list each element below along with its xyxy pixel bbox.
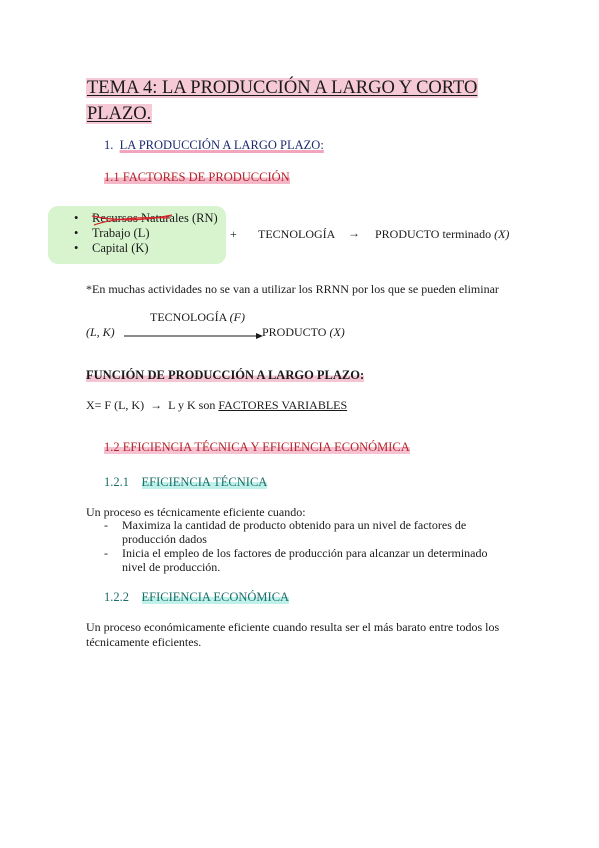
technology-label: TECNOLOGÍA — [258, 227, 336, 241]
section-1-number: 1. — [104, 138, 114, 152]
function-formula-line — [86, 398, 347, 413]
function-heading — [86, 368, 364, 383]
section-1-label: LA PRODUCCIÓN A LARGO PLAZO: — [119, 138, 324, 152]
list-item — [74, 226, 218, 241]
function-heading-label: FUNCIÓN DE PRODUCCIÓN A LARGO PLAZO: — [86, 368, 365, 382]
rrnn-note: *En muchas actividades no se van a utilizar los RRNN por los que se pueden eliminar — [86, 282, 499, 296]
section-1-2-2-label: EFICIENCIA ECONÓMICA — [141, 590, 290, 604]
factor-natural-resources: Recursos Naturales (RN) — [92, 211, 218, 225]
diagram-inputs: (L, K) — [86, 325, 115, 339]
technical-criteria-list — [104, 518, 504, 574]
section-1-1-label: 1.1 FACTORES DE PRODUCCIÓN — [104, 170, 290, 184]
technical-criterion: Inicia el empleo de los factores de producción para alcanzar un determinado nivel de producción. — [122, 546, 488, 574]
function-formula: X= F (L, K) — [86, 398, 145, 412]
technical-criterion: Maximiza la cantidad de producto obtenido para un nivel de factores de producción dados — [122, 518, 467, 546]
section-1-2-1-heading — [104, 475, 267, 490]
function-text: L y K son — [168, 398, 216, 412]
section-1-heading — [104, 138, 324, 153]
factor-labor: Trabajo (L) — [92, 226, 150, 240]
list-item — [74, 211, 218, 226]
section-1-2-2-number: 1.2.2 — [104, 590, 129, 604]
product-finished — [375, 227, 509, 242]
section-1-2-label: 1.2 EFICIENCIA TÉCNICA Y EFICIENCIA ECONÓMICA — [104, 440, 410, 454]
diagram-product-var: (X) — [329, 325, 345, 339]
product-finished-text: PRODUCTO terminado — [375, 227, 492, 241]
factor-capital: Capital (K) — [92, 241, 149, 255]
technical-intro: Un proceso es técnicamente eficiente cuando: — [86, 505, 306, 519]
diagram-technology-label: TECNOLOGÍA — [150, 310, 227, 324]
title-line-1: TEMA 4: LA PRODUCCIÓN A LARGO Y CORTO — [87, 78, 478, 98]
diagram-technology-var: (F) — [229, 310, 245, 324]
section-1-2-heading — [104, 440, 410, 455]
factors-list — [74, 211, 218, 256]
section-1-2-1-label: EFICIENCIA TÉCNICA — [141, 475, 268, 489]
product-finished-var: (X) — [494, 227, 510, 241]
section-1-1-heading — [104, 170, 290, 185]
diagram-product — [262, 325, 345, 340]
page-title-line-2 — [86, 101, 152, 127]
list-item — [104, 546, 504, 574]
page-title — [86, 75, 478, 101]
title-line-2: PLAZO. — [87, 104, 152, 124]
diagram-arrow-icon — [124, 330, 264, 340]
economic-line-1: Un proceso económicamente eficiente cuando resulta ser el más barato entre todos los — [86, 620, 500, 634]
section-1-2-2-heading — [104, 590, 289, 605]
variable-factors-label: FACTORES VARIABLES — [218, 398, 348, 412]
section-1-2-1-number: 1.2.1 — [104, 475, 129, 489]
economic-line-2: técnicamente eficientes. — [86, 635, 202, 649]
crossed-out-item — [92, 211, 218, 226]
plus-sign: + — [230, 227, 237, 241]
list-item — [74, 241, 218, 256]
diagram-technology — [150, 310, 245, 325]
arrow-right-icon: → — [348, 226, 360, 240]
list-item — [104, 518, 504, 546]
diagram-product-label: PRODUCTO — [262, 325, 327, 339]
formula-arrow-icon: → — [150, 398, 163, 412]
